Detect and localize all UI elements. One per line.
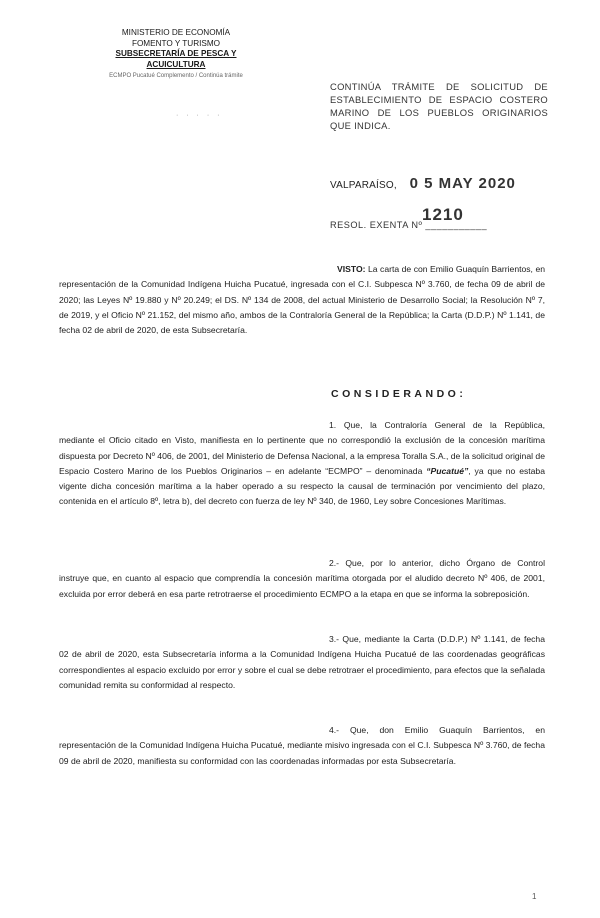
- city-label: VALPARAÍSO,: [330, 180, 397, 191]
- paragraph-1-text-start: 1. Que, la Contraloría General de la República, mediante el Oficio citado en Visto, manifiesta en lo pertinente que no correspondió la exclusión de la concesión marítima dispuesta por Decreto Nº 406, de 2001, del Ministerio de Defensa Nacional, a la empresa Toralla S.A., de la solicitud original de Espacio Costero Marino de los Pueblos Originarios – en adelante “ECMPO” – denominada: [59, 420, 545, 476]
- faded-stamp-mark: · · · · ·: [176, 112, 223, 119]
- resolution-label: RESOL. EXENTA Nº ___________: [330, 220, 488, 230]
- stamped-date: 0 5 MAY 2020: [409, 175, 516, 192]
- considerando-paragraph-4: [59, 723, 545, 769]
- paragraph-1-text-end: , ya que no estaba vigente dicha concesión marítima a la haber operado a su respecto la causal de terminación por vencimiento del plazo, contenida en el artículo 8º, letra b), del decreto con fuerza de ley Nº 340, de 1960, Ley sobre Concesiones Marítimas.: [59, 465, 545, 507]
- place-and-date: [330, 175, 516, 192]
- paragraph-2-text: 2.- Que, por lo anterior, dicho Órgano de Control instruye que, en cuanto al espacio que comprendía la concesión marítima otorgada por el aludido decreto Nº 406, de 2001, excluida por error deberá en esa parte retrotraerse el procedimiento ECMPO a la etapa en que se informa la sobreposición.: [59, 558, 545, 599]
- resolution-line: [330, 205, 488, 230]
- letterhead: [96, 28, 256, 82]
- visto-heading: VISTO:: [337, 264, 366, 274]
- document-subject: CONTINÚA TRÁMITE DE SOLICITUD DE ESTABLECIMIENTO DE ESPACIO COSTERO MARINO DE LOS PUEBLOS ORIGINARIOS QUE INDICA.: [330, 81, 548, 131]
- visto-text: La carta de con Emilio Guaquín Barrientos, en representación de la Comunidad Indígena Huicha Pucatué, ingresada con el C.I. Subpesca Nº 3.760, de fecha 09 de abril de 2020; las Leyes Nº 19.880 y Nº 20.249; el DS. Nº 134 de 2008, del actual Ministerio de Desarrollo Social; la Resolución Nº 7, de 2019, y el Oficio Nº 21.152, del mismo año, ambos de la Contraloría General de la República; la Carta (D.D.P.) Nº 1.141, de fecha 02 de abril de 2020, de esta Subsecretaría.: [59, 264, 545, 336]
- page-number: 1: [532, 892, 537, 901]
- paragraph-1-ecmpo-name: “Pucatué”: [426, 465, 469, 476]
- considerando-heading: CONSIDERANDO:: [331, 388, 467, 400]
- considerando-paragraph-3: [59, 632, 545, 693]
- considerando-paragraph-1: [59, 418, 545, 510]
- ministry-subname: FOMENTO Y TURISMO: [131, 38, 221, 48]
- paragraph-3-text: 3.- Que, mediante la Carta (D.D.P.) Nº 1.141, de fecha 02 de abril de 2020, esta Subsecretaría informa a la Comunidad Indígena Huicha Pucatué de las coordenadas geográficas correspondientes al espacio excluido por error y sobre el cual se debe retrotraer el procedimiento, para efectos que la señalada comunidad remita su conformidad al respecto.: [59, 634, 545, 690]
- visto-paragraph: [59, 262, 545, 338]
- file-reference: ECMPO Pucatué Complemento / Continúa trámite: [109, 73, 243, 79]
- paragraph-4-text: 4.- Que, don Emilio Guaquín Barrientos, en representación de la Comunidad Indígena Huicha Pucatué, mediante misivo ingresada con el C.I. Subpesca Nº 3.760, de fecha 09 de abril de 2020, manifiesta su conformidad con las coordenadas informadas por esta Subsecretaría.: [59, 725, 545, 766]
- considerando-paragraph-2: [59, 556, 545, 602]
- resolution-number: 1210: [422, 205, 464, 224]
- ministry-name: MINISTERIO DE ECONOMÍA: [121, 28, 231, 37]
- subsecretariat-name: SUBSECRETARÍA DE PESCA Y ACUICULTURA: [115, 49, 237, 69]
